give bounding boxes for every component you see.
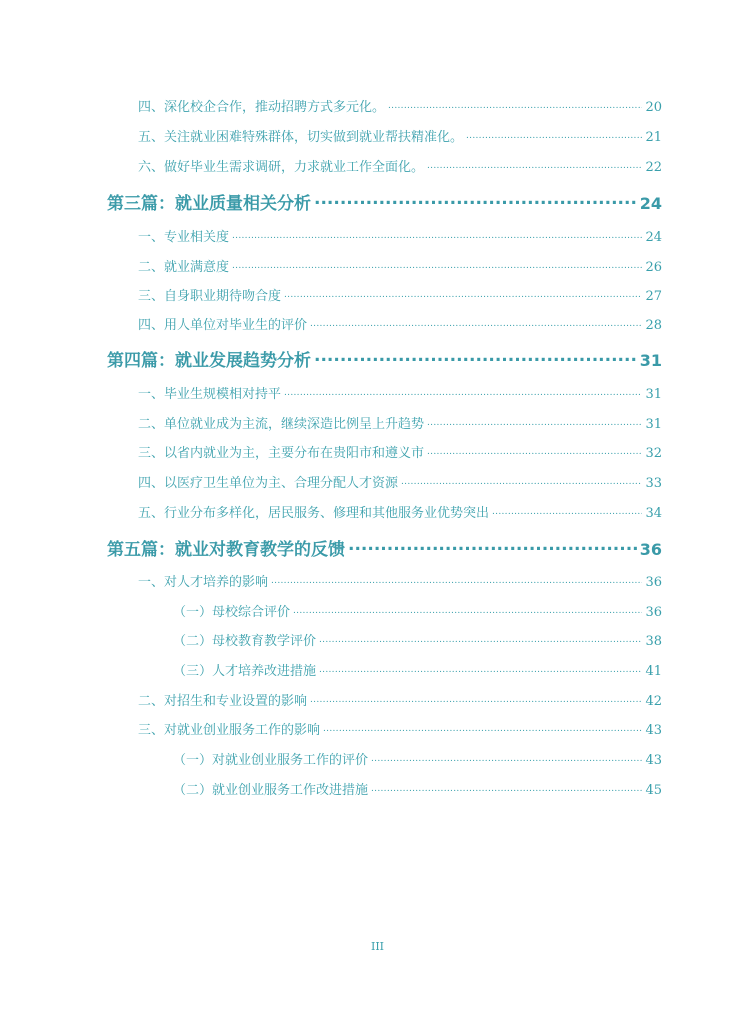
toc-chapter-page: 31 — [639, 351, 662, 370]
toc-subentry[interactable] — [173, 601, 662, 620]
toc-subentry-page: 41 — [645, 664, 662, 679]
dot-leader — [427, 444, 642, 457]
dot-leader — [232, 228, 642, 241]
toc-entry-label: 一、毕业生规模相对持平 — [138, 387, 282, 402]
toc-subentry-page: 38 — [645, 634, 662, 649]
toc-subentry[interactable] — [173, 779, 662, 798]
toc-entry-page: 36 — [645, 575, 662, 590]
toc-entry-page: 28 — [645, 318, 662, 333]
toc-entry-page: 43 — [645, 723, 662, 738]
toc-entry[interactable] — [138, 690, 662, 709]
toc-entry-page: 22 — [645, 160, 662, 175]
toc-subentry-label: （三）人才培养改进措施 — [173, 664, 317, 679]
toc-entry-label: 六、做好毕业生需求调研，力求就业工作全面化。 — [138, 160, 425, 175]
toc-entry-page: 26 — [645, 260, 662, 275]
toc-entry[interactable] — [138, 314, 662, 333]
dot-leader — [388, 98, 642, 111]
toc-chapter-label: 第五篇：就业对教育教学的反馈 — [107, 540, 345, 560]
dot-leader — [323, 721, 642, 734]
dot-leader — [284, 287, 642, 300]
toc-entry[interactable] — [138, 472, 662, 491]
toc-entry-label: 五、行业分布多样化，居民服务、修理和其他服务业优势突出 — [138, 506, 490, 521]
toc-entry-label: 二、就业满意度 — [138, 260, 230, 275]
toc-entry[interactable] — [138, 96, 662, 115]
dot-leader — [466, 128, 642, 141]
toc-subentry[interactable] — [173, 749, 662, 768]
toc-entry-label: 二、单位就业成为主流，继续深造比例呈上升趋势 — [138, 417, 425, 432]
dot-leader — [427, 415, 642, 428]
toc-entry-page: 21 — [645, 130, 662, 145]
toc-entry-label: 三、自身职业期待吻合度 — [138, 289, 282, 304]
toc-entry[interactable] — [138, 442, 662, 461]
toc-entry-label: 四、以医疗卫生单位为主、合理分配人才资源 — [138, 476, 399, 491]
dot-leader — [348, 538, 637, 555]
toc-entry-label: 三、以省内就业为主，主要分布在贵阳市和遵义市 — [138, 446, 425, 461]
toc-entry-label: 四、用人单位对毕业生的评价 — [138, 318, 308, 333]
dot-leader — [314, 349, 637, 366]
toc-entry[interactable] — [138, 413, 662, 432]
toc-entry[interactable] — [138, 285, 662, 304]
toc-entry-label: 三、对就业创业服务工作的影响 — [138, 723, 321, 738]
toc-chapter-label: 第四篇：就业发展趋势分析 — [107, 351, 311, 371]
toc-subentry[interactable] — [173, 630, 662, 649]
toc-subentry-label: （一）对就业创业服务工作的评价 — [173, 753, 369, 768]
toc-entry[interactable] — [138, 126, 662, 145]
toc-subentry-page: 43 — [645, 753, 662, 768]
toc-entry-label: 四、深化校企合作，推动招聘方式多元化。 — [138, 100, 386, 115]
dot-leader — [319, 632, 642, 645]
toc-subentry-page: 36 — [645, 605, 662, 620]
toc-subentry-label: （二）就业创业服务工作改进措施 — [173, 783, 369, 798]
dot-leader — [371, 781, 642, 794]
dot-leader — [284, 385, 642, 398]
dot-leader — [232, 258, 642, 271]
toc-entry-page: 31 — [645, 417, 662, 432]
toc-chapter-label: 第三篇：就业质量相关分析 — [107, 194, 311, 214]
toc-entry-page: 42 — [645, 694, 662, 709]
toc-entry-label: 二、对招生和专业设置的影响 — [138, 694, 308, 709]
toc-entry-page: 24 — [645, 230, 662, 245]
toc-subentry[interactable] — [173, 660, 662, 679]
toc-entry-page: 20 — [645, 100, 662, 115]
toc-chapter[interactable] — [107, 535, 662, 560]
toc-entry-label: 一、专业相关度 — [138, 230, 230, 245]
dot-leader — [314, 192, 637, 209]
toc-entry-page: 32 — [645, 446, 662, 461]
dot-leader — [427, 158, 642, 171]
toc-entry[interactable] — [138, 156, 662, 175]
dot-leader — [271, 573, 642, 586]
dot-leader — [319, 662, 642, 675]
toc-chapter[interactable] — [107, 189, 662, 214]
toc-chapter-page: 24 — [639, 194, 662, 213]
toc-entry[interactable] — [138, 226, 662, 245]
toc-entry[interactable] — [138, 502, 662, 521]
page-number: III — [370, 940, 385, 953]
dot-leader — [310, 316, 642, 329]
toc-entry-label: 一、对人才培养的影响 — [138, 575, 269, 590]
dot-leader — [492, 504, 642, 517]
toc-entry[interactable] — [138, 383, 662, 402]
toc-entry-page: 31 — [645, 387, 662, 402]
dot-leader — [371, 751, 642, 764]
toc-entry-page: 27 — [645, 289, 662, 304]
toc-entry-page: 34 — [645, 506, 662, 521]
toc-entry[interactable] — [138, 719, 662, 738]
dot-leader — [310, 692, 642, 705]
toc-subentry-page: 45 — [645, 783, 662, 798]
toc-subentry-label: （二）母校教育教学评价 — [173, 634, 317, 649]
toc-subentry-label: （一）母校综合评价 — [173, 605, 291, 620]
toc-entry[interactable] — [138, 571, 662, 590]
toc-chapter[interactable] — [107, 346, 662, 371]
toc-chapter-page: 36 — [639, 540, 662, 559]
dot-leader — [293, 603, 642, 616]
toc-entry-page: 33 — [645, 476, 662, 491]
toc-entry-label: 五、关注就业困难特殊群体，切实做到就业帮扶精准化。 — [138, 130, 464, 145]
toc-entry[interactable] — [138, 256, 662, 275]
dot-leader — [401, 474, 642, 487]
